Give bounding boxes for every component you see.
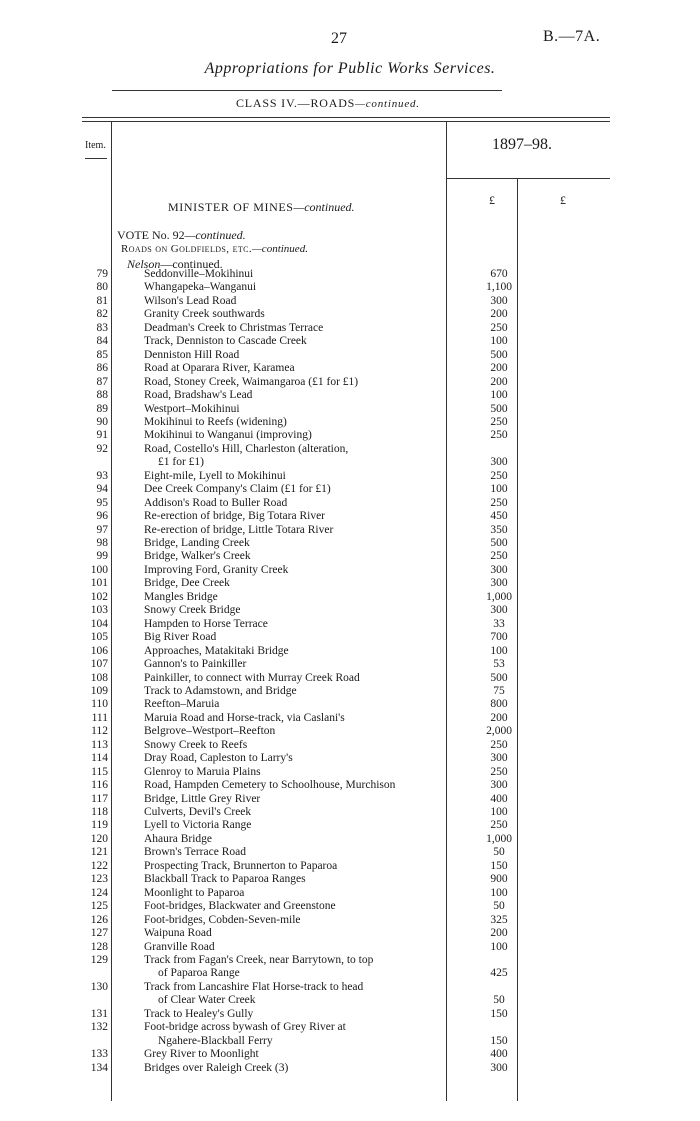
item-amount: 50 [493, 846, 505, 859]
amount-row [0, 805, 700, 819]
item-number: 87 [96, 375, 108, 388]
item-description: Wilson's Lead Road [144, 294, 237, 307]
amount-row [0, 590, 700, 604]
item-amount: 800 [490, 698, 508, 711]
amount-row [0, 415, 700, 429]
amount-row [0, 684, 700, 698]
item-description: Mokihinui to Wanganui (improving) [144, 429, 312, 442]
item-number: 132 [90, 1021, 108, 1034]
amount-row [0, 913, 700, 927]
item-description: Deadman's Creek to Christmas Terrace [144, 321, 324, 334]
item-amount: 200 [490, 927, 508, 940]
item-number: 86 [96, 362, 108, 375]
amount-row [0, 482, 700, 496]
amount-row [0, 576, 700, 590]
item-description: Seddonville–Mokihinui [144, 268, 254, 280]
item-amount: 200 [490, 711, 508, 724]
item-number: 83 [96, 321, 108, 334]
item-amount: 100 [490, 483, 508, 496]
item-number: 101 [90, 577, 108, 590]
item-description: Blackball Track to Paparoa Ranges [144, 873, 306, 886]
vote-heading: VOTE No. 92—continued. [117, 228, 246, 242]
item-number: 100 [90, 563, 108, 576]
item-description: Brown's Terrace Road [144, 846, 246, 859]
amount-row [0, 509, 700, 523]
item-amount: 300 [490, 779, 508, 792]
roads-heading: Roads on Goldfields, etc.—continued. [121, 243, 308, 255]
item-amount: 100 [490, 806, 508, 818]
item-amount: 100 [490, 389, 508, 402]
item-amount: 900 [490, 873, 508, 886]
amount-row [0, 966, 700, 980]
item-number: 124 [90, 886, 108, 899]
item-number: 80 [96, 281, 108, 294]
item-number: 104 [90, 617, 108, 630]
item-amount: 300 [490, 294, 508, 307]
item-amount: 300 [490, 456, 508, 469]
item-number: 89 [96, 402, 108, 415]
item-amount: 1,000 [486, 590, 512, 603]
item-description: Dee Creek Company's Claim (£1 for £1) [144, 483, 331, 496]
amount-row [0, 671, 700, 685]
amount-row [0, 402, 700, 416]
item-description: Lyell to Victoria Range [144, 819, 252, 832]
item-description: Mangles Bridge [144, 590, 218, 603]
item-number: 112 [91, 725, 108, 738]
item-amount: 100 [490, 886, 508, 899]
item-description: Re-erection of bridge, Little Totara River [144, 523, 334, 536]
amount-row [0, 603, 700, 617]
year-header-rule [446, 178, 610, 179]
item-number: 93 [96, 469, 108, 482]
amount-row [0, 469, 700, 483]
item-description: Track from Fagan's Creek, near Barrytown, to top [144, 953, 374, 966]
item-description: Reefton–Maruia [144, 698, 220, 711]
amount-row [0, 657, 700, 671]
item-description: Re-erection of bridge, Big Totara River [144, 510, 326, 523]
item-amount: 500 [490, 671, 508, 684]
amount-row [0, 348, 700, 362]
item-number: 107 [90, 658, 108, 671]
item-description: Painkiller, to connect with Murray Creek Road [144, 671, 360, 684]
amount-row [0, 307, 700, 321]
amount-row [0, 617, 700, 631]
amount-row [0, 940, 700, 954]
item-number: 127 [90, 927, 108, 940]
item-amount: 150 [490, 1007, 508, 1020]
amount-row [0, 926, 700, 940]
document-reference: B.—7A. [543, 28, 601, 45]
page-number: 27 [331, 30, 347, 47]
amount-row [0, 563, 700, 577]
item-number: 133 [90, 1048, 108, 1061]
item-description: Track, Denniston to Cascade Creek [144, 335, 307, 348]
item-number: 95 [96, 496, 108, 509]
item-description: Gannon's to Painkiller [144, 658, 247, 671]
item-number: 131 [90, 1007, 108, 1020]
item-number: 94 [96, 483, 108, 496]
item-number: 123 [90, 873, 108, 886]
item-number: 97 [96, 523, 108, 536]
item-description: Bridges over Raleigh Creek (3) [144, 1061, 289, 1074]
item-amount: 150 [490, 1034, 508, 1047]
amount-row [0, 724, 700, 738]
amount-row [0, 845, 700, 859]
item-number: 85 [96, 348, 108, 361]
item-description: Big River Road [144, 631, 217, 644]
item-number: 99 [96, 550, 108, 563]
amount-row [0, 859, 700, 873]
item-amount: 500 [490, 402, 508, 415]
item-number: 110 [91, 698, 108, 711]
item-amount: 450 [490, 510, 508, 523]
item-number: 81 [96, 294, 108, 307]
amount-row [0, 267, 700, 281]
table-row [0, 442, 700, 456]
pound-unit-1: £ [489, 193, 495, 207]
amount-row [0, 294, 700, 308]
amount-row [0, 993, 700, 1007]
item-description: Addison's Road to Buller Road [144, 496, 288, 509]
amount-row [0, 792, 700, 806]
table-top-rule [82, 117, 610, 118]
item-number: 98 [96, 537, 108, 549]
item-number: 130 [90, 980, 108, 993]
amount-row [0, 778, 700, 792]
item-description: Foot-bridges, Blackwater and Greenstone [144, 900, 336, 913]
item-amount: 100 [490, 644, 508, 657]
amount-row [0, 523, 700, 537]
item-amount: 250 [490, 469, 508, 482]
item-description: Moonlight to Paparoa [144, 886, 245, 899]
item-amount: 200 [490, 375, 508, 388]
item-number: 92 [96, 442, 108, 455]
amount-row [0, 630, 700, 644]
item-description: Bridge, Dee Creek [144, 577, 230, 590]
item-number: 122 [90, 859, 108, 872]
item-amount: 250 [490, 321, 508, 334]
item-description: Maruia Road and Horse-track, via Caslani's [144, 711, 345, 724]
item-amount: 670 [490, 268, 508, 280]
item-number: 115 [91, 765, 108, 778]
amount-row [0, 738, 700, 752]
amount-row [0, 1034, 700, 1048]
item-amount: 300 [490, 577, 508, 590]
item-number: 106 [90, 644, 108, 657]
item-description: Snowy Creek Bridge [144, 604, 241, 617]
amount-row [0, 644, 700, 658]
item-number: 120 [90, 832, 108, 845]
item-number: 91 [96, 429, 108, 442]
item-number: 108 [90, 671, 108, 684]
amount-row [0, 832, 700, 846]
item-description: Track to Adamstown, and Bridge [144, 684, 297, 697]
item-description: Foot-bridge across bywash of Grey River at [144, 1021, 346, 1034]
item-number: 134 [90, 1061, 108, 1074]
item-amount: 700 [490, 631, 508, 644]
item-number: 129 [90, 953, 108, 966]
amount-row [0, 388, 700, 402]
item-amount: 75 [493, 684, 505, 697]
amount-row [0, 455, 700, 469]
item-description: Track to Healey's Gully [144, 1007, 254, 1020]
item-description: Denniston Hill Road [144, 348, 240, 361]
item-amount: 250 [490, 765, 508, 778]
item-amount: 400 [490, 792, 508, 805]
item-description: Culverts, Devil's Creek [144, 806, 252, 818]
item-amount: 250 [490, 415, 508, 428]
item-description: Westport–Mokihinui [144, 402, 240, 415]
item-number: 109 [90, 684, 108, 697]
item-description: Track from Lancashire Flat Horse-track to head [144, 980, 364, 993]
item-amount: 425 [490, 967, 508, 980]
item-amount: 250 [490, 819, 508, 832]
table-row [0, 980, 700, 994]
item-number: 116 [91, 779, 108, 792]
item-description: Granity Creek southwards [144, 308, 265, 321]
table-top-rule-2 [82, 121, 610, 122]
item-amount: 1,100 [486, 281, 512, 294]
item-number: 79 [96, 268, 108, 280]
amount-row [0, 549, 700, 563]
item-description: Road, Costello's Hill, Charleston (alteration, [144, 442, 349, 455]
amount-row [0, 818, 700, 832]
item-amount: 250 [490, 550, 508, 563]
minister-heading: MINISTER OF MINES—continued. [168, 200, 355, 214]
title-rule [112, 90, 502, 91]
item-amount: 33 [493, 617, 505, 630]
item-number: 126 [90, 913, 108, 926]
item-number: 84 [96, 335, 108, 348]
item-description: Approaches, Matakitaki Bridge [144, 644, 289, 657]
page-title: Appropriations for Public Works Services. [204, 60, 496, 77]
amount-row [0, 375, 700, 389]
item-description: Foot-bridges, Cobden-Seven-mile [144, 913, 301, 926]
amount-row [0, 886, 700, 900]
item-number: 90 [96, 415, 108, 428]
item-amount: 300 [490, 752, 508, 765]
item-number: 118 [91, 806, 108, 818]
item-description: Whangapeka–Wanganui [144, 281, 257, 294]
item-number: 119 [91, 819, 108, 832]
district-heading: Nelson—continued. [127, 257, 223, 271]
pound-unit-2: £ [560, 193, 566, 207]
item-number: 88 [96, 389, 108, 402]
item-amount: 325 [490, 913, 508, 926]
item-description: Hampden to Horse Terrace [144, 617, 268, 630]
amount-row [0, 711, 700, 725]
item-number: 113 [91, 738, 108, 751]
item-amount: 50 [493, 994, 505, 1007]
item-underline [85, 158, 107, 159]
amount-row [0, 1061, 700, 1075]
amount-row [0, 697, 700, 711]
item-amount: 500 [490, 348, 508, 361]
amount-row [0, 536, 700, 550]
amount-row [0, 751, 700, 765]
item-amount: 200 [490, 362, 508, 375]
amount-row [0, 361, 700, 375]
item-description: Road, Hampden Cemetery to Schoolhouse, Murchison [144, 779, 396, 792]
item-number: 102 [90, 590, 108, 603]
item-number: 114 [91, 752, 108, 765]
item-description: Eight-mile, Lyell to Mokihinui [144, 469, 286, 482]
amount-row [0, 428, 700, 442]
item-description: Prospecting Track, Brunnerton to Paparoa [144, 859, 338, 872]
amount-row [0, 1007, 700, 1021]
item-column-header: Item. [85, 140, 106, 151]
item-amount: 2,000 [486, 725, 512, 738]
item-amount: 300 [490, 1061, 508, 1074]
amount-row [0, 872, 700, 886]
item-number: 125 [90, 900, 108, 913]
item-amount: 53 [493, 658, 505, 671]
item-description: Waipuna Road [144, 927, 212, 940]
item-number: 128 [90, 940, 108, 953]
item-description: Bridge, Walker's Creek [144, 550, 251, 563]
item-description: Mokihinui to Reefs (widening) [144, 415, 287, 428]
item-description: Granville Road [144, 940, 215, 953]
item-amount: 200 [490, 308, 508, 321]
item-description: Improving Ford, Granity Creek [144, 563, 289, 576]
item-description-continued: Ngahere-Blackball Ferry [158, 1034, 273, 1047]
item-amount: 400 [490, 1048, 508, 1061]
item-amount: 150 [490, 859, 508, 872]
class-heading: CLASS IV.—ROADS—continued. [236, 96, 420, 110]
item-description: Road, Stoney Creek, Waimangaroa (£1 for £1) [144, 375, 359, 388]
item-description-continued: £1 for £1) [158, 456, 204, 469]
table-row [0, 953, 700, 967]
item-amount: 300 [490, 604, 508, 617]
amount-row [0, 899, 700, 913]
year-column-header: 1897–98. [492, 136, 552, 153]
item-number: 121 [90, 846, 108, 859]
amount-row [0, 321, 700, 335]
item-description: Road at Oparara River, Karamea [144, 362, 295, 375]
item-amount: 50 [493, 900, 505, 913]
item-description: Bridge, Little Grey River [144, 792, 261, 805]
item-number: 103 [90, 604, 108, 617]
item-amount: 500 [490, 537, 508, 549]
item-description-continued: of Paparoa Range [158, 967, 240, 980]
item-description: Dray Road, Capleston to Larry's [144, 752, 293, 765]
item-description: Grey River to Moonlight [144, 1048, 259, 1061]
amount-row [0, 334, 700, 348]
item-amount: 100 [490, 335, 508, 348]
item-amount: 250 [490, 429, 508, 442]
item-description: Belgrove–Westport–Reefton [144, 725, 276, 738]
item-amount: 100 [490, 940, 508, 953]
item-number: 117 [91, 792, 108, 805]
item-amount: 350 [490, 523, 508, 536]
item-amount: 300 [490, 563, 508, 576]
item-description: Glenroy to Maruia Plains [144, 765, 261, 778]
amount-row [0, 1047, 700, 1061]
table-row [0, 1020, 700, 1034]
amount-row [0, 280, 700, 294]
item-description: Road, Bradshaw's Lead [144, 389, 253, 402]
item-number: 105 [90, 631, 108, 644]
item-number: 82 [96, 308, 108, 321]
item-description: Bridge, Landing Creek [144, 537, 250, 549]
item-description: Ahaura Bridge [144, 832, 213, 845]
item-number: 111 [91, 711, 108, 724]
item-description-continued: of Clear Water Creek [158, 994, 256, 1007]
amount-row [0, 765, 700, 779]
item-amount: 250 [490, 738, 508, 751]
item-description: Snowy Creek to Reefs [144, 738, 248, 751]
amount-row [0, 496, 700, 510]
item-number: 96 [96, 510, 108, 523]
item-amount: 1,000 [486, 832, 512, 845]
item-amount: 250 [490, 496, 508, 509]
